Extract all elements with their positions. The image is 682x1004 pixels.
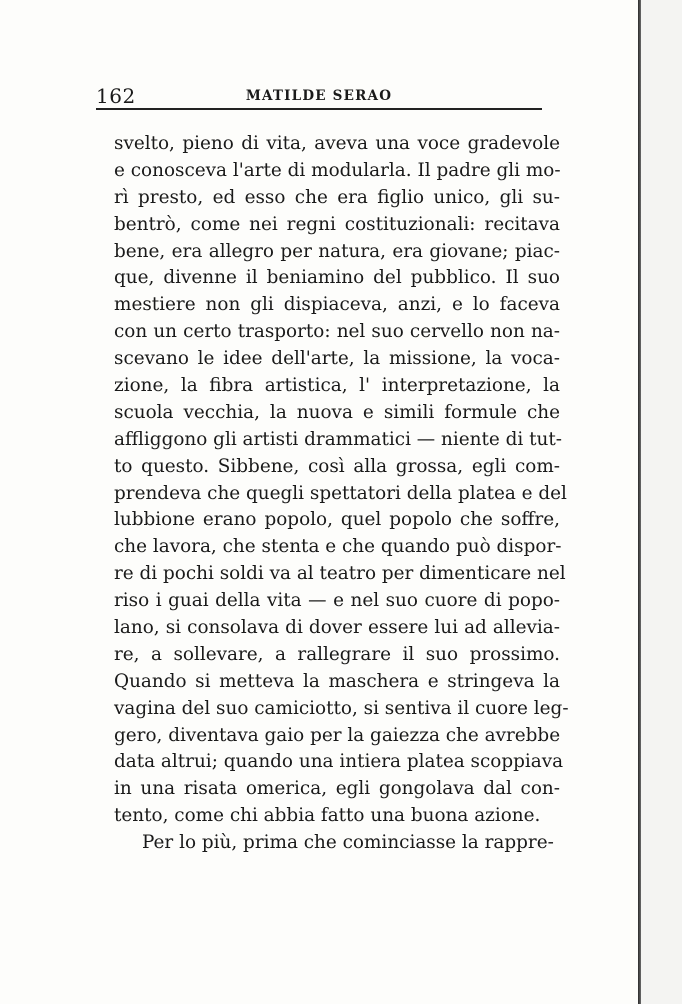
running-title: MATILDE SERAO (245, 88, 393, 104)
text-line: gero, diventava gaio per la gaiezza che avrebbe (114, 724, 561, 746)
text-line: scuola vecchia, la nuova e simili formule che (114, 401, 560, 423)
text-line: to questo. Sibbene, così alla grossa, egli com- (114, 455, 560, 477)
text-line: tento, come chi abbia fatto una buona azione. (114, 805, 541, 827)
text-line: che lavora, che stenta e che quando può dispor- (114, 536, 562, 558)
facing-page-margin (641, 0, 682, 1004)
text-line: re, a sollevare, a rallegrare il suo prossimo. (114, 643, 560, 665)
text-line: riso i guai della vita — e nel suo cuore di popo- (114, 590, 560, 612)
text-line: svelto, pieno di vita, aveva una voce gradevole (114, 133, 560, 154)
text-line: que, divenne il beniamino del pubblico. Il suo (114, 267, 560, 289)
text-line: mestiere non gli dispiaceva, anzi, e lo faceva (114, 294, 560, 316)
text-line: lubbione erano popolo, quel popolo che soffre, (114, 509, 560, 531)
text-line: rì presto, ed esso che era figlio unico, gli su- (114, 186, 560, 208)
paragraph-start-line: Per lo più, prima che cominciasse la rappre- (142, 832, 554, 854)
page-header (96, 84, 542, 108)
text-line: vagina del suo camiciotto, si sentiva il cuore leg- (114, 697, 569, 719)
text-line: bentrò, come nei regni costituzionali: recitava (114, 213, 560, 235)
header-rule (96, 108, 542, 110)
text-line: affliggono gli artisti drammatici — niente di tut- (114, 428, 562, 450)
text-line: lano, si consolava di dover essere lui ad allevia- (114, 617, 560, 639)
page-number: 162 (96, 84, 136, 108)
text-line: e conosceva l'arte di modularla. Il padre gli mo- (114, 159, 561, 181)
text-line: scevano le idee dell'arte, la missione, la voca- (114, 348, 560, 370)
text-line: zione, la fibra artistica, l' interpretazione, la (114, 375, 560, 397)
text-line: con un certo trasporto: nel suo cervello non na- (114, 321, 560, 343)
text-line: Quando si metteva la maschera e stringeva la (114, 670, 560, 692)
text-line: bene, era allegro per natura, era giovane; piac- (114, 240, 560, 262)
text-line: in una risata omerica, egli gongolava dal con- (114, 778, 560, 800)
text-line: data altrui; quando una intiera platea scoppiava (114, 751, 564, 773)
body-text (114, 131, 569, 857)
text-line: prendeva che quegli spettatori della platea e del (114, 482, 567, 504)
text-line: re di pochi soldi va al teatro per dimenticare nel (114, 563, 566, 585)
